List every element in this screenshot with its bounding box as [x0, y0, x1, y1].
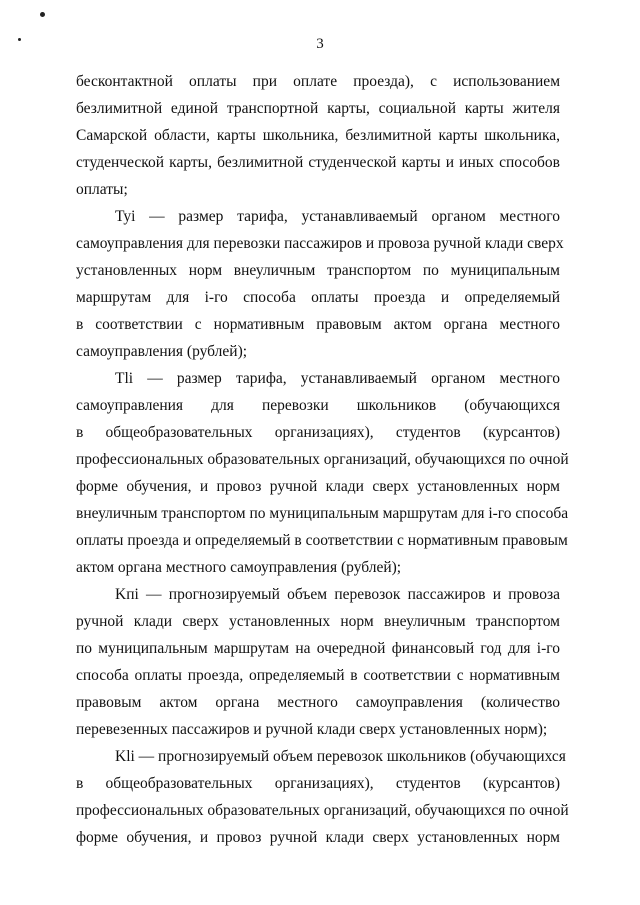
text-line: форме обучения, и провоз ручной клади сверх установленных норм — [76, 829, 560, 846]
text-line: Kli — прогнозируемый объем перевозок школьников (обучающихся — [115, 748, 566, 765]
text-line: бесконтактной оплаты при оплате проезда), с использованием — [76, 73, 560, 90]
paragraph — [76, 68, 560, 203]
text-line: способа оплаты проезда, определяемый в соответствии с нормативным — [76, 667, 560, 684]
text-line: в соответствии с нормативным правовым актом органа местного — [76, 316, 560, 333]
text-line: перевезенных пассажиров и ручной клади сверх установленных норм); — [76, 721, 548, 738]
paragraph — [76, 581, 560, 743]
text-line: оплаты проезда и определяемый в соответствии с нормативным правовым — [76, 532, 568, 549]
text-line: в общеобразовательных организациях), студентов (курсантов) — [76, 424, 560, 441]
text-line: профессиональных образовательных организаций, обучающихся по очной — [76, 451, 569, 468]
text-line: внеуличным транспортом по муниципальным маршрутам для i-го способа — [76, 505, 569, 522]
text-line: самоуправления (рублей); — [76, 343, 248, 360]
text-line: правовым актом органа местного самоуправления (количество — [76, 694, 560, 711]
text-line: ручной клади сверх установленных норм внеуличным транспортом — [76, 613, 560, 630]
text-line: актом органа местного самоуправления (рублей); — [76, 559, 402, 576]
text-line: Tli — размер тарифа, устанавливаемый органом местного — [115, 370, 560, 387]
paragraph — [76, 743, 569, 851]
text-line: студенческой карты, безлимитной студенческой карты и иных способов — [76, 154, 560, 171]
text-line: Kпi — прогнозируемый объем перевозок пассажиров и провоза — [115, 586, 560, 603]
text-line: оплаты; — [76, 181, 128, 198]
text-line: форме обучения, и провоз ручной клади сверх установленных норм — [76, 478, 560, 495]
text-line: маршрутам для i-го способа оплаты проезда и определяемый — [76, 289, 560, 306]
text-line: установленных норм внеуличным транспортом по муниципальным — [76, 262, 560, 279]
document-body — [76, 68, 569, 851]
text-line: самоуправления для перевозки пассажиров и провоза ручной клади сверх — [76, 235, 564, 252]
text-line: Tyi — размер тарифа, устанавливаемый органом местного — [115, 208, 560, 225]
text-line: самоуправления для перевозки школьников (обучающихся — [76, 397, 560, 414]
text-line: безлимитной единой транспортной карты, социальной карты жителя — [76, 100, 560, 117]
paragraph — [76, 203, 564, 365]
paragraph — [76, 365, 569, 581]
scan-speck — [40, 12, 45, 17]
page-number: 3 — [316, 36, 324, 52]
text-line: профессиональных образовательных организаций, обучающихся по очной — [76, 802, 569, 819]
text-line: по муниципальным маршрутам на очередной финансовый год для i-го — [76, 640, 560, 657]
text-line: Самарской области, карты школьника, безлимитной карты школьника, — [76, 127, 560, 144]
text-line: в общеобразовательных организациях), студентов (курсантов) — [76, 775, 560, 792]
